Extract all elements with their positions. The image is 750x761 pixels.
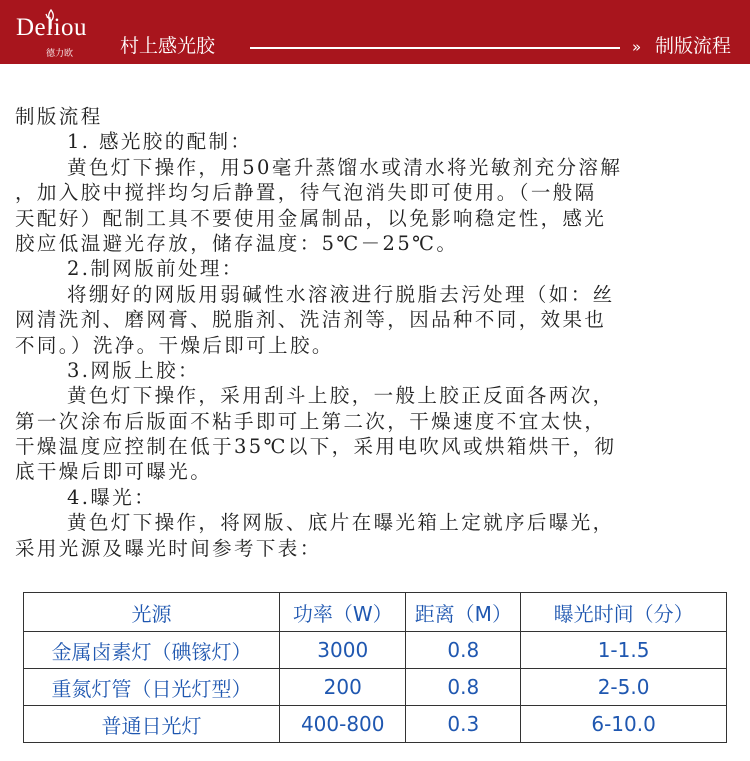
cell-light-source: 金属卤素灯（碘镓灯）: [24, 632, 280, 669]
section-title: 制版流程: [655, 35, 732, 57]
cell-power: 3000: [279, 632, 406, 669]
header-light-source: 光源: [24, 593, 280, 632]
paragraph-line: 干燥温度应控制在低于35℃以下，采用电吹风或烘箱烘干，彻: [15, 435, 617, 459]
cell-power: 400-800: [279, 706, 406, 743]
process-document: [15, 104, 727, 561]
cell-exposure-time: 2-5.0: [521, 669, 727, 706]
cell-light-source: 重氮灯管（日光灯型）: [24, 669, 280, 706]
document-title: 制版流程: [15, 105, 103, 128]
table-row: [24, 706, 727, 743]
deliou-logo: [16, 12, 112, 58]
cell-power: 200: [279, 669, 406, 706]
paragraph-line: ，加入胶中搅拌均匀后静置，待气泡消失即可使用。（一般隔: [15, 181, 597, 205]
cell-distance: 0.3: [406, 706, 521, 743]
header-exposure-time: 曝光时间（分）: [521, 593, 727, 632]
cell-distance: 0.8: [406, 669, 521, 706]
paragraph-line: 2.制网版前处理：: [67, 257, 244, 281]
logo-subtext: 德力欧: [46, 49, 74, 59]
cell-exposure-time: 6-10.0: [521, 706, 727, 743]
table-row: [24, 632, 727, 669]
paragraph-line: 第一次涂布后版面不粘手即可上第二次，干燥速度不宜太快，: [15, 409, 607, 433]
paragraph-line: 3.网版上胶：: [67, 358, 200, 382]
paragraph-line: 1. 感光胶的配制：: [67, 130, 253, 154]
header-power: 功率（W）: [279, 593, 406, 632]
table-row: [24, 669, 727, 706]
exposure-reference-table: [23, 592, 727, 743]
paragraph-line: 底干燥后即可曝光。: [15, 460, 213, 484]
paragraph-line: 天配好）配制工具不要使用金属制品，以免影响稳定性，感光: [15, 206, 607, 230]
brand-name: 村上感光胶: [120, 35, 216, 57]
paragraph-line: 黄色灯下操作，采用刮斗上胶，一般上胶正反面各两次，: [67, 384, 615, 408]
double-chevron-icon: »: [632, 38, 642, 56]
header-divider: [250, 47, 620, 49]
logo-text: Deliou: [16, 14, 88, 41]
paragraph-line: 黄色灯下操作，用50毫升蒸馏水或清水将光敏剂充分溶解: [67, 155, 623, 179]
paragraph-line: 不同。）洗净。干燥后即可上胶。: [15, 333, 334, 357]
paragraph-line: 黄色灯下操作，将网版、底片在曝光箱上定就序后曝光，: [67, 511, 615, 535]
paragraph-line: 网清洗剂、磨网膏、脱脂剂、洗洁剂等，因品种不同，效果也: [15, 308, 607, 332]
cell-exposure-time: 1-1.5: [521, 632, 727, 669]
paragraph-line: 采用光源及曝光时间参考下表：: [15, 536, 322, 560]
header-banner: [0, 0, 750, 64]
table-header-row: [24, 593, 727, 632]
paragraph-line: 胶应低温避光存放，储存温度：5℃－25℃。: [15, 231, 459, 255]
cell-distance: 0.8: [406, 632, 521, 669]
paragraph-line: 将绷好的网版用弱碱性水溶液进行脱脂去污处理（如：丝: [67, 282, 615, 306]
paragraph-line: 4.曝光：: [67, 485, 157, 509]
cell-light-source: 普通日光灯: [24, 706, 280, 743]
header-distance: 距离（M）: [406, 593, 521, 632]
